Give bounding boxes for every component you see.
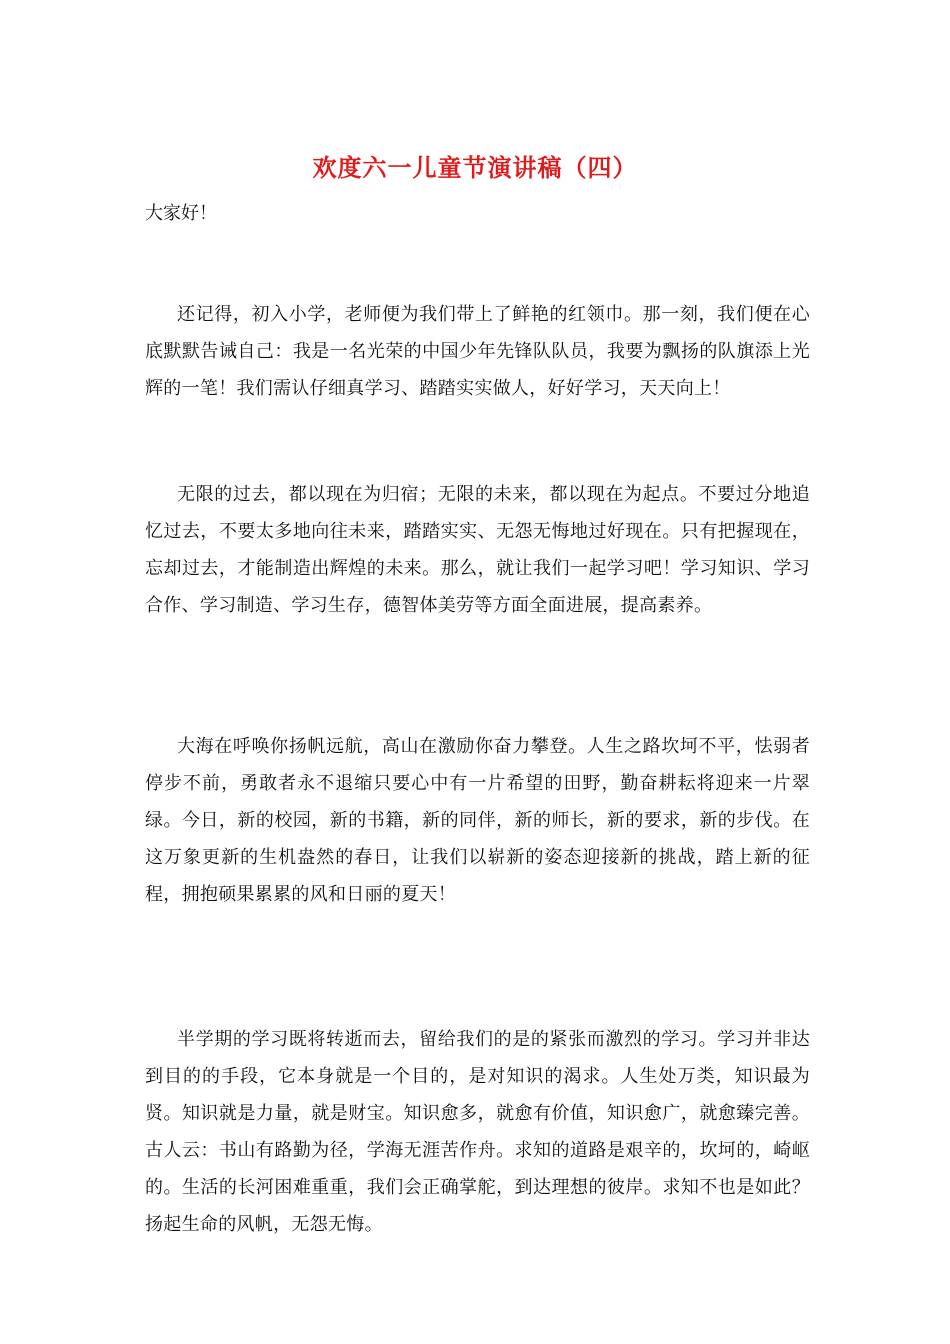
- paragraph-3: 大海在呼唤你扬帆远航，高山在激励你奋力攀登。人生之路坎坷不平，怯弱者停步不前，勇敢者永不退缩只要心中有一片希望的田野，勤奋耕耘将迎来一片翠绿。今日，新的校园，新的书籍，新的同伴，新的师长，新的要求，新的步伐。在这万象更新的生机盎然的春日，让我们以崭新的姿态迎接新的挑战，踏上新的征程，拥抱硕果累累的风和日丽的夏天！: [145, 736, 810, 905]
- paragraph-1: 还记得，初入小学，老师便为我们带上了鲜艳的红领巾。那一刻，我们便在心底默默告诫自己：我是一名光荣的中国少年先锋队队员，我要为飘扬的队旗添上光辉的一笔！我们需认仔细真学习、踏踏实实做人，好好学习，天天向上！: [145, 304, 810, 399]
- greeting-text: 大家好！: [145, 203, 217, 224]
- paragraph-2: 无限的过去，都以现在为归宿；无限的未来，都以现在为起点。不要过分地追忆过去，不要太多地向往未来，踏踏实实、无怨无悔地过好现在。只有把握现在，忘却过去，才能制造出辉煌的未来。那么，就让我们一起学习吧！学习知识、学习合作、学习制造、学习生存，德智体美劳等方面全面进展，提高素养。: [145, 484, 810, 616]
- document-title: 欢度六一儿童节演讲稿（四）: [312, 153, 638, 182]
- paragraph-4: 半学期的学习既将转逝而去，留给我们的是的紧张而激烈的学习。学习并非达到目的的手段，它本身就是一个目的，是对知识的渴求。人生处万类，知识最为贤。知识就是力量，就是财宝。知识愈多，就愈有价值，知识愈广，就愈臻完善。古人云：书山有路勤为径，学海无涯苦作舟。求知的道路是艰辛的，坎坷的，崎岖的。生活的长河困难重重，我们会正确掌舵，到达理想的彼岸。求知不也是如此？扬起生命的风帆，无怨无悔。: [145, 1029, 810, 1235]
